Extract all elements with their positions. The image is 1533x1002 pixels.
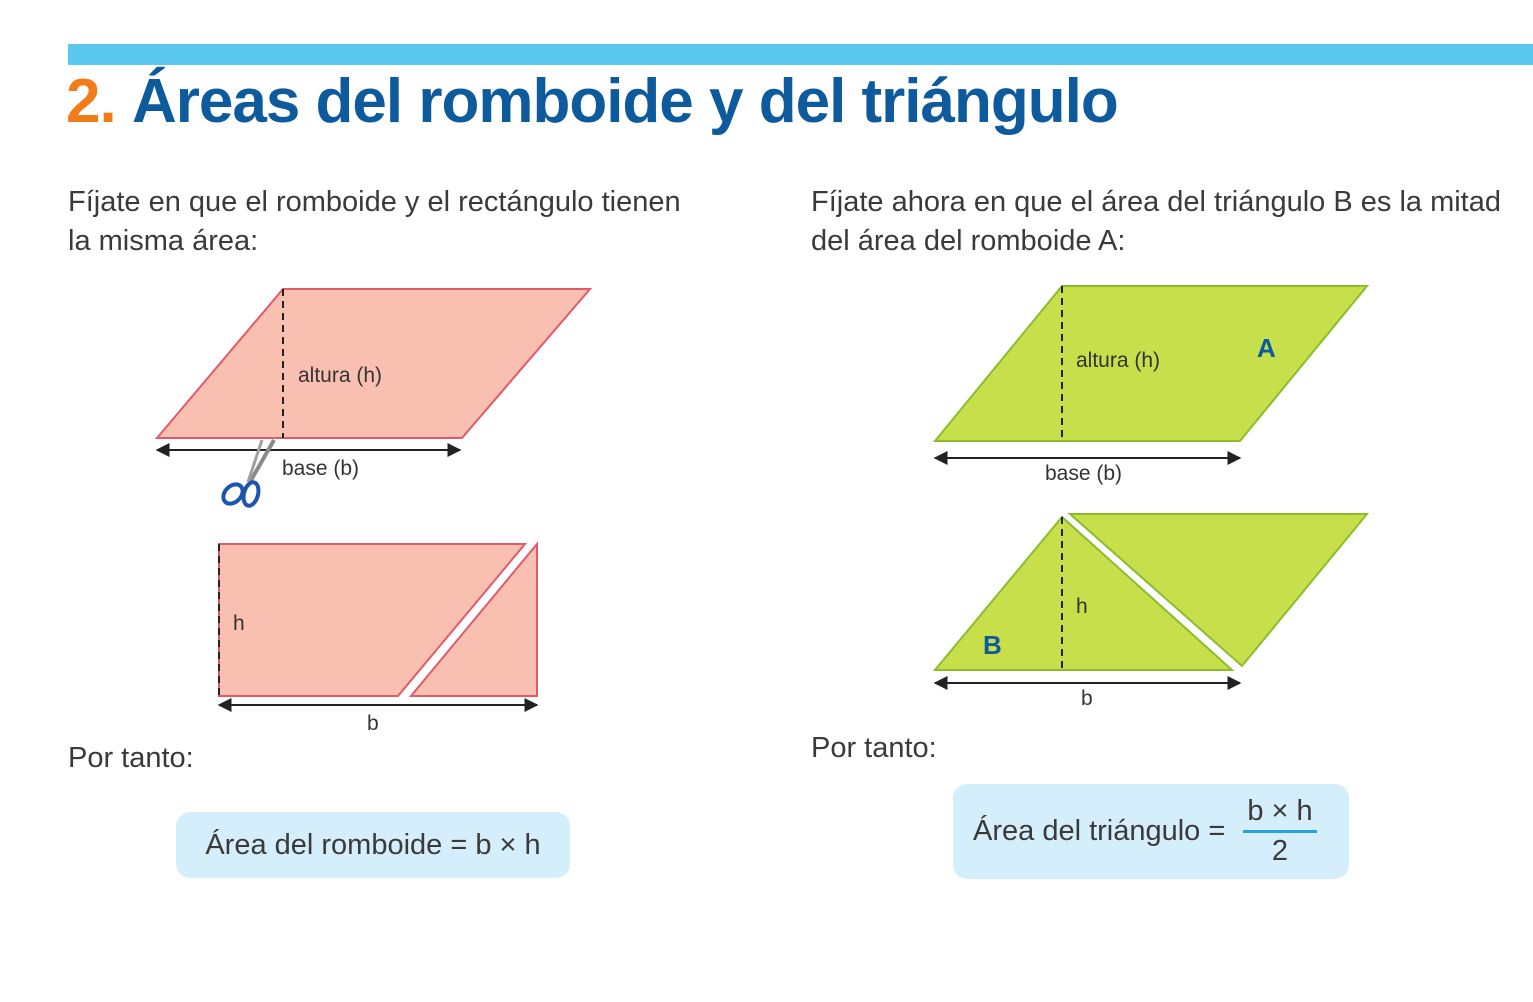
rhomboid-a-figure xyxy=(935,286,1367,485)
rectangle-figure xyxy=(219,544,537,735)
left-therefore-text: Por tanto: xyxy=(68,742,194,774)
base-label: b xyxy=(1081,687,1093,710)
formula-lhs: Área del triángulo = xyxy=(973,815,1226,847)
rhomboid-figure xyxy=(157,289,590,507)
height-label: altura (h) xyxy=(1076,349,1161,372)
section-number: 2. xyxy=(66,67,116,136)
rhomboid-area-formula xyxy=(176,812,570,878)
height-label: altura (h) xyxy=(298,364,383,387)
base-label: base (b) xyxy=(282,457,360,480)
triangle-area-formula xyxy=(953,784,1349,879)
base-label: b xyxy=(367,712,379,735)
fraction-numerator: b × h xyxy=(1243,795,1316,833)
fraction-denominator: 2 xyxy=(1271,835,1289,867)
right-intro-text: Fíjate ahora en que el área del triángulo B es la mitad del área del romboide A: xyxy=(811,186,1501,257)
base-label: base (b) xyxy=(1045,462,1123,485)
formula-fraction xyxy=(1243,795,1316,868)
height-label: h xyxy=(1076,595,1088,618)
height-label: h xyxy=(233,612,245,635)
formula-text: Área del romboide = b × h xyxy=(205,828,541,861)
section-title: Áreas del romboide y del triángulo xyxy=(131,67,1118,136)
shape-label-b: B xyxy=(983,630,1002,660)
shape-label-a: A xyxy=(1257,333,1276,363)
triangles-figure xyxy=(935,514,1367,710)
right-therefore-text: Por tanto: xyxy=(811,732,937,764)
left-intro-text: Fíjate en que el romboide y el rectángulo tienen la misma área: xyxy=(68,186,681,257)
